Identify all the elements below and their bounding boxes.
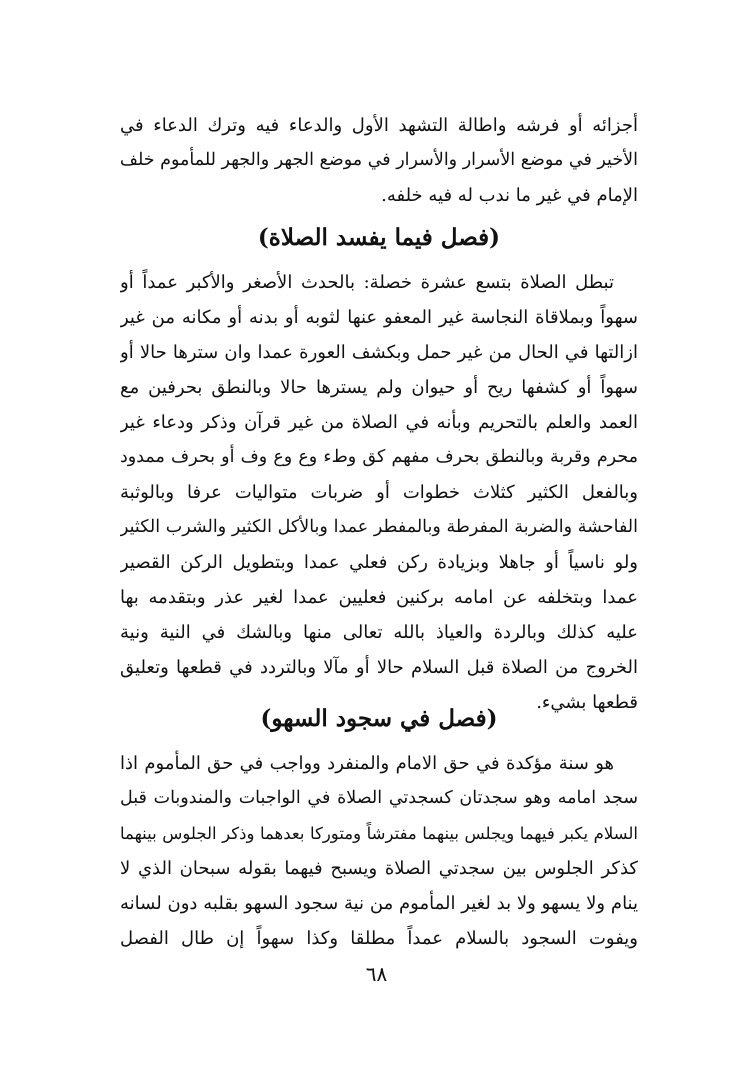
text-line: محرم وقربة وبالنطق بحرف مفهم كق وطء وع وع وف أو بحرف ممدود <box>120 447 638 467</box>
section-heading-prostration <box>120 693 638 745</box>
section-heading-invalidators <box>120 212 638 264</box>
text-line: ينام ولا يسهو ولا بد لغير المأموم من نية سجود السهو بقلبه دون لسانه <box>120 893 638 914</box>
text-line: ويفوت السجود بالسلام عمداً مطلقا وكذا سهواً إن طال الفصل <box>120 928 638 949</box>
text-line: عليه كذلك وبالردة والعياذ بالله تعالى منها وبالشك في النية ونية <box>120 622 638 643</box>
text-line: تبطل الصلاة بتسع عشرة خصلة: بالحدث الأصغر والأكبر عمداً أو <box>120 272 614 293</box>
text-line: سهواً وبملاقاة النجاسة غير المعفو عنها لثوبه أو بدنه أو مكانه من غير <box>120 307 638 328</box>
paragraph-prostration <box>120 746 638 956</box>
text-line: سهواً أو كشفها ريح أو حيوان ولم يسترها حالا وبالنطق بحرفين مع <box>120 377 638 398</box>
heading-text: (فصل فيما يفسد الصلاة) <box>257 224 501 251</box>
text-line: وبالفعل الكثير كثلاث خطوات أو ضربات متواليات عرفا وبالوثبة <box>120 482 638 503</box>
paragraph-invalidators <box>120 265 638 720</box>
text-line: الأخير في موضع الأسرار والأسرار في موضع الجهر والجهر للمأموم خلف <box>120 150 638 170</box>
text-line: سجد امامه وهو سجدتان كسجدتي الصلاة في الواجبات والمندوبات قبل <box>120 788 638 808</box>
text-line: هو سنة مؤكدة في حق الامام والمنفرد وواجب في حق المأموم اذا <box>120 753 614 774</box>
text-line: السلام يكبر فيهما ويجلس بينهما مفترشاً ومتوركا بعدهما وذكر الجلوس بينهما <box>120 824 638 843</box>
text-line: الإمام في غير ما ندب له فيه خلفه. <box>381 185 638 206</box>
text-line: كذكر الجلوس بين سجدتي الصلاة ويسبح فيهما بقوله سبحان الذي لا <box>120 858 638 879</box>
text-line: الفاحشة والضربة المفرطة وبالمفطر عمدا وبالأكل الكثير والشرب الكثير <box>120 517 638 537</box>
paragraph-continuation <box>120 108 638 213</box>
text-line: العمد والعلم بالتحريم وبأنه في الصلاة من غير قرآن وذكر ودعاء غير <box>120 412 638 433</box>
text-line: الخروج من الصلاة قبل السلام حالا أو مآلا وبالتردد في قطعها وتعليق <box>120 657 638 678</box>
text-line: قطعها بشيء. <box>536 692 638 713</box>
heading-text: (فصل في سجود السهو) <box>260 705 498 732</box>
text-line: ازالتها في الحال من غير حمل وبكشف العورة عمدا وان سترها حالا أو <box>120 342 638 363</box>
text-line: أجزائه أو فرشه واطالة التشهد الأول والدعاء فيه وترك الدعاء في <box>120 115 638 136</box>
page-number: ٦٨ <box>365 962 388 986</box>
text-line: عمدا وبتخلفه عن امامه بركنين فعليين عمدا لغير عذر وبتقدمه بها <box>120 587 638 608</box>
text-line: ولو ناسياً أو جاهلا وبزيادة ركن فعلي عمدا وبتطويل الركن القصير <box>120 552 638 573</box>
